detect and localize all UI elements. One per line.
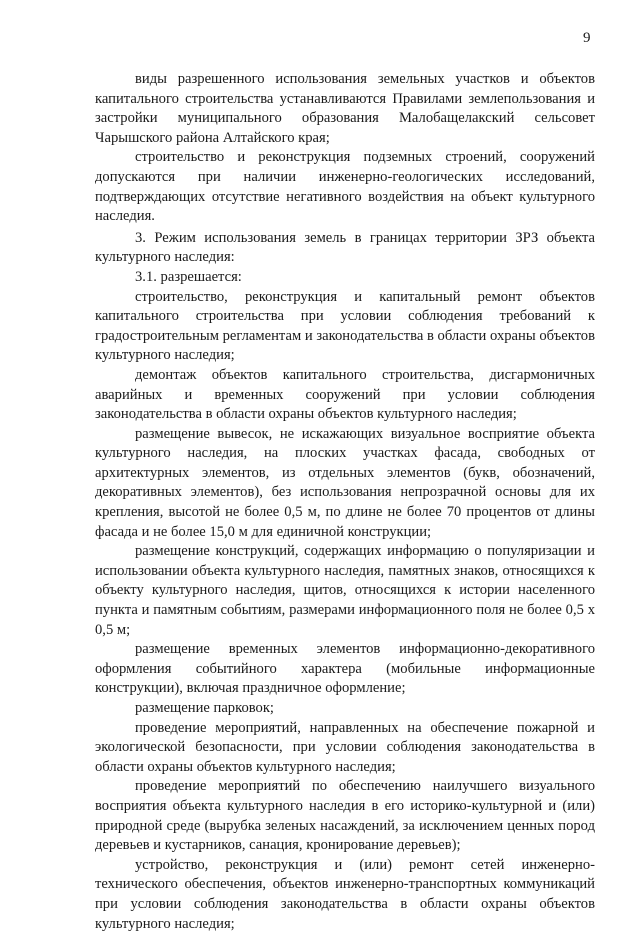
paragraph-land-use-types: виды разрешенного использования земельных участков и объектов капитального строительства устанавливаются Правилами землепользования и застройки муниципального образования Малобащелакский сельсовет Чарышского района Алтайского края; xyxy=(95,71,595,146)
paragraph-fire-ecological-safety: проведение мероприятий, направленных на обеспечение пожарной и экологической безопасности, при условии соблюдения законодательства в области охраны объектов культурного наследия; xyxy=(95,719,595,775)
paragraph-visual-perception: проведение мероприятий по обеспечению наилучшего визуального восприятия объекта культурного наследия в его историко-культурной и (или) природной среде (вырубка зеленых насаждений, за исключением ценных пород деревьев и кустарников, санация, кронирование деревьев); xyxy=(95,778,595,854)
paragraph-information-structures: размещение конструкций, содержащих информацию о популяризации и использовании объекта культурного наследия, памятных знаков, относящихся к объекту культурного наследия, щитов, относящихся к истории населенного пункта и памятным событиям, размерами информационного поля не более 0,5 х 0,5 м; xyxy=(95,543,595,638)
paragraph-engineering-networks: устройство, реконструкция и (или) ремонт сетей инженерно-технического обеспечения, объектов инженерно-транспортных коммуникаций при условии соблюдения законодательства в области охраны объектов культурного наследия; xyxy=(95,856,595,932)
page-number: 9 xyxy=(583,30,591,46)
paragraph-signage: размещение вывесок, не искажающих визуальное восприятие объекта культурного наследия, на плоских участках фасада, свободных от архитектурных элементов, из отдельных элементов (букв, обозначений, декоративных элементов), без использования непрозрачной основы для их крепления, высотой не более 0,5 м, по длине не более 70 процентов от длины фасада и не более 15,0 м для единичной конструкции; xyxy=(95,425,595,540)
paragraph-temporary-decor: размещение временных элементов информационно-декоративного оформления событийного характера (мобильные информационные конструкции), включая праздничное оформление; xyxy=(95,641,595,697)
document-body xyxy=(95,70,595,934)
subsection-heading-allowed: 3.1. разрешается: xyxy=(135,268,242,285)
paragraph-demolition: демонтаж объектов капитального строительства, дисгармоничных аварийных и временных сооружений при условии соблюдения законодательства в области охраны объектов культурного наследия; xyxy=(95,366,595,423)
paragraph-construction-reconstruction: строительство, реконструкция и капитальный ремонт объектов капитального строительства при условии соблюдения требований к градостроительным регламентам и законодательства в области охраны объектов культурного наследия; xyxy=(95,288,595,364)
paragraph-underground-construction: строительство и реконструкция подземных строений, сооружений допускаются при наличии инженерно-геологических исследований, подтверждающих отсутствие негативного воздействия на объект культурного наследия. xyxy=(95,149,595,225)
paragraph-parking: размещение парковок; xyxy=(135,700,274,716)
section-heading-zrz-regime: 3. Режим использования земель в границах территории ЗРЗ объекта культурного наследия: xyxy=(95,229,595,266)
